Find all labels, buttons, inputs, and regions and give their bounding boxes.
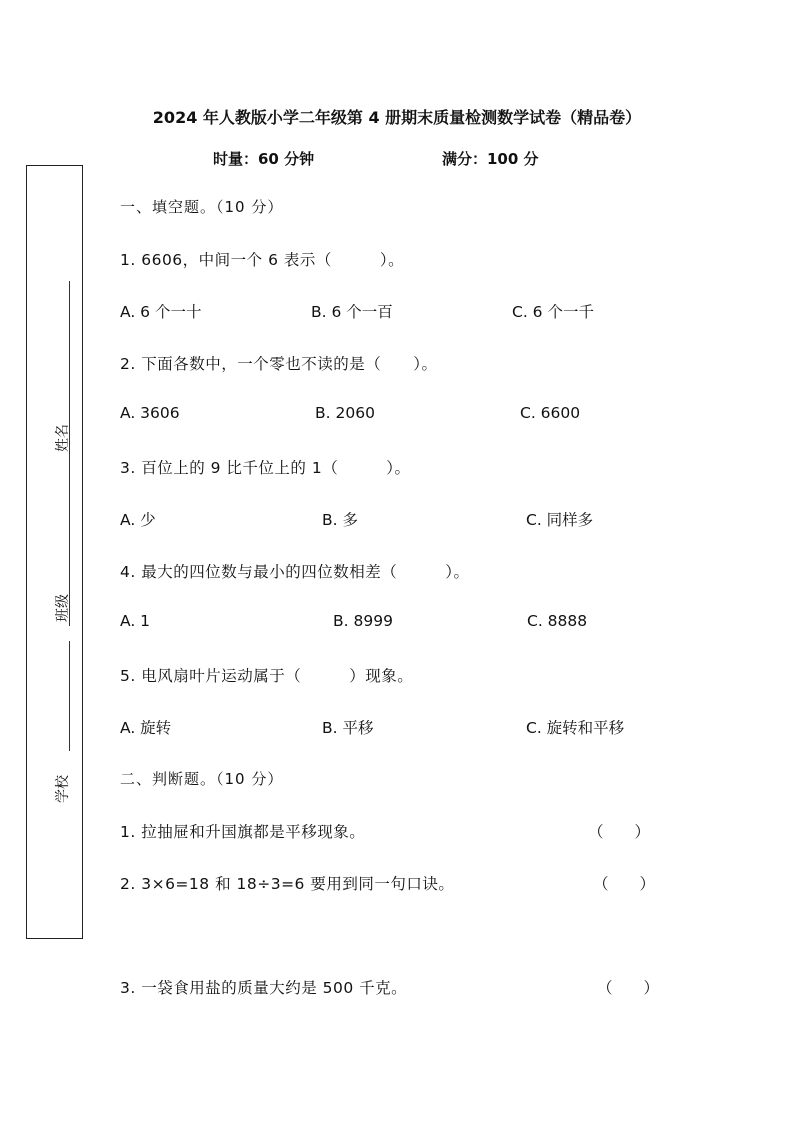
q1-option-c[interactable]: C. 6 个一千 [512,303,594,321]
question-1-1: 1. 6606，中间一个 6 表示（ ）。 [120,251,405,269]
q3-option-b[interactable]: B. 多 [322,511,358,529]
q1-option-a[interactable]: A. 6 个一十 [120,303,202,321]
judge-answer-2[interactable]: （ ） [593,875,656,893]
q2-option-b[interactable]: B. 2060 [315,404,375,422]
q2-option-a[interactable]: A. 3606 [120,404,180,422]
q4-option-a[interactable]: A. 1 [120,612,151,630]
exam-title: 2024 年人教版小学二年级第 4 册期末质量检测数学试卷（精品卷） [152,108,642,127]
judge-question-2: 2. 3×6=18 和 18÷3=6 要用到同一句口诀。 [120,875,455,893]
q2-option-c[interactable]: C. 6600 [520,404,581,422]
exam-time: 时量：60 分钟 [213,150,315,168]
question-1-3: 3. 百位上的 9 比千位上的 1（ ）。 [120,459,411,477]
judge-question-1: 1. 拉抽屉和升国旗都是平移现象。 [120,823,366,841]
binding-sidebar [26,165,83,939]
name-label: 姓名 [55,424,71,452]
section-judge-heading: 二、判断题。（10 分） [120,770,284,788]
question-1-4: 4. 最大的四位数与最小的四位数相差（ ）。 [120,563,470,581]
q3-option-c[interactable]: C. 同样多 [526,511,594,529]
school-label: 学校 [55,775,71,803]
question-1-5: 5. 电风扇叶片运动属于（ ）现象。 [120,667,414,685]
judge-answer-1[interactable]: （ ） [588,823,651,841]
section-fill-heading: 一、填空题。（10 分） [120,198,284,216]
judge-question-3: 3. 一袋食用盐的质量大约是 500 千克。 [120,979,408,997]
exam-full-score: 满分：100 分 [442,150,539,168]
q4-option-b[interactable]: B. 8999 [333,612,393,630]
q5-option-c[interactable]: C. 旋转和平移 [526,719,625,737]
q5-option-b[interactable]: B. 平移 [322,719,374,737]
school-line [69,641,70,751]
q5-option-a[interactable]: A. 旋转 [120,719,172,737]
q4-option-c[interactable]: C. 8888 [527,612,588,630]
q3-option-a[interactable]: A. 少 [120,511,156,529]
q1-option-b[interactable]: B. 6 个一百 [311,303,393,321]
name-line [69,281,70,531]
question-1-2: 2. 下面各数中，一个零也不读的是（ ）。 [120,355,438,373]
class-label: 班级 [55,594,71,622]
judge-answer-3[interactable]: （ ） [597,979,660,997]
